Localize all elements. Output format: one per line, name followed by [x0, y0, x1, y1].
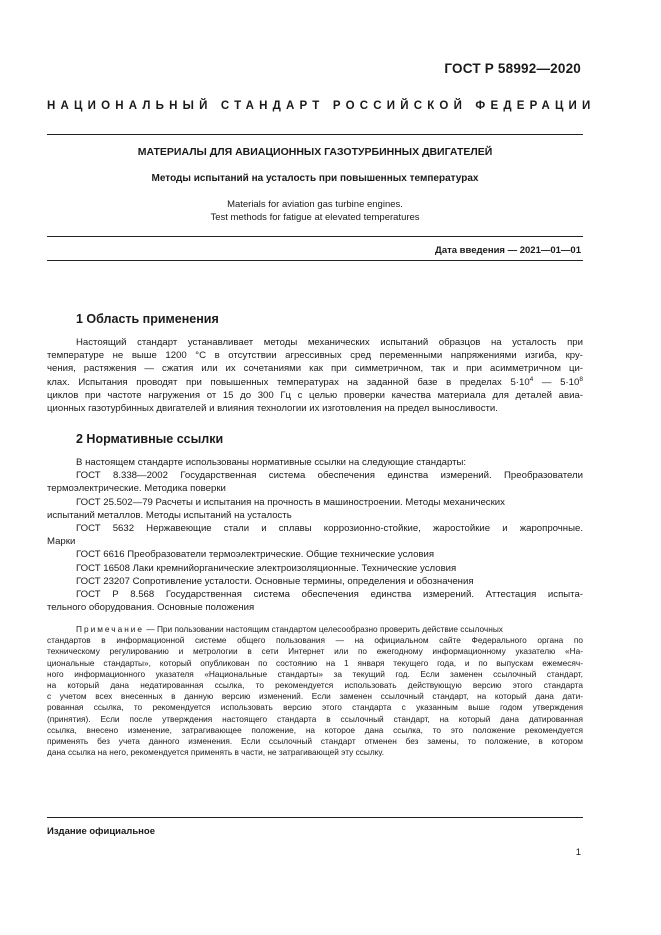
text-line: ционных газотурбинных двигателей и влияния технологии их изготовления на предел выносливости.: [47, 403, 498, 415]
edition-label: Издание официальное: [47, 826, 155, 837]
reference-line: ГОСТ 6616 Преобразователи термоэлектрические. Общие технические условия: [76, 549, 435, 561]
top-divider: [47, 134, 583, 135]
text-fragment: — При пользовании настоящим стандартом целесообразно проверить действие ссылочных: [144, 624, 503, 634]
reference-line: ГОСТ 5632 Нержавеющие стали и сплавы коррозионно-стойкие, жаростойкие и жаропрочные.: [76, 523, 583, 535]
note-line: (принятия). Если после утверждения настоящего стандарта в ссылочный стандарт, на который дана датированная: [47, 713, 583, 724]
title-divider: [47, 236, 583, 237]
note-line: с учетом всех внесенных в данную версию изменений. Если заменен ссылочный стандарт, на который дана дати-: [47, 691, 583, 702]
national-standard-heading: НАЦИОНАЛЬНЫЙ СТАНДАРТ РОССИЙСКОЙ ФЕДЕРАЦИИ: [47, 100, 596, 112]
exponent: 4: [529, 375, 534, 383]
text-line: Настоящий стандарт устанавливает методы механических испытаний образцов на усталость при: [76, 337, 583, 348]
note-line: дана ссылка на него, рекомендуется применять в части, не затрагивающей эту ссылку.: [47, 747, 385, 758]
note-line: циональные стандарты», который опубликован по состоянию на 1 января текущего года, и по выпускам ежемесяч-: [47, 657, 583, 668]
english-title-line: Test methods for fatigue at elevated temperatures: [210, 212, 420, 223]
note-line: рованная ссылка, то рекомендуется использовать версию этого стандарта с указанным выше годом утверждения: [47, 702, 583, 713]
document-code: ГОСТ Р 58992—2020: [444, 61, 581, 76]
section-1-heading: 1 Область применения: [76, 312, 219, 326]
exponent: 8: [579, 375, 583, 383]
footer-divider: [47, 817, 583, 818]
reference-line: ГОСТ Р 8.568 Государственная система обеспечения единства измерений. Аттестация испыта-: [76, 589, 583, 601]
page-number: 1: [575, 847, 581, 858]
note-line: техническому регулированию и метрологии в сети Интернет или по ежегодному информационному указателю «На-: [47, 646, 583, 657]
note-line: стандартов в информационной системе общего пользования — на официальном сайте Федерального органа по: [47, 635, 583, 646]
note-line: применять без учета данного изменения. Если ссылочный стандарт отменен без замены, то положение, в котором: [47, 736, 583, 747]
reference-line: ГОСТ 16508 Лаки кремнийорганические электроизоляционные. Технические условия: [76, 562, 457, 574]
date-divider: [47, 260, 583, 261]
document-title: МАТЕРИАЛЫ ДЛЯ АВИАЦИОННЫХ ГАЗОТУРБИННЫХ ДВИГАТЕЛЕЙ: [137, 146, 493, 158]
text-fragment: — 5·10: [533, 376, 580, 388]
section-1-body: [47, 336, 583, 415]
reference-line: испытаний металлов. Методы испытаний на усталость: [47, 509, 292, 521]
section-2-heading: 2 Нормативные ссылки: [76, 432, 224, 446]
reference-line: тельного оборудования. Основные положения: [47, 602, 255, 614]
reference-line: термоэлектрические. Методика поверки: [47, 483, 226, 495]
note-first-line: [47, 624, 583, 635]
reference-line: ГОСТ 8.338—2002 Государственная система обеспечения единства измерений. Преобразователи: [76, 470, 583, 482]
english-title-line: Materials for aviation gas turbine engines.: [227, 199, 403, 210]
text-line: температуре не выше 1200 °С в отсутствии агрессивных сред переменными напряжениями изгиба, кру-: [47, 350, 583, 362]
text-line: циклов при частоте нагружения от 15 до 300 Гц с целью проверки качества материала для деталей авиа-: [47, 389, 583, 401]
reference-line: Марки: [47, 536, 76, 548]
note-line: ссылка, внесено изменение, затрагивающее положение, на которое дана ссылка, то это положение рекомендуется: [47, 724, 583, 735]
reference-line: ГОСТ 25.502—79 Расчеты и испытания на прочность в машиностроении. Методы механических: [76, 496, 505, 508]
introduction-date: Дата введения — 2021—01—01: [435, 245, 581, 256]
text-line: чения, растяжения — сжатия или их сочетаниями как при симметричном, так и при асимметричном ци-: [47, 363, 583, 375]
text-line: [47, 376, 583, 389]
note-block: [47, 624, 583, 758]
reference-line: ГОСТ 23207 Сопротивление усталости. Основные термины, определения и обозначения: [76, 575, 474, 587]
note-label: Примечание: [76, 624, 145, 634]
text-fragment: клах. Испытания проводят при повышенных температурах на заданной базе в пределах 5·10: [47, 376, 530, 388]
english-title: [47, 198, 583, 224]
note-line: на который дана недатированная ссылка, то рекомендуется использовать действующую версию этого стандарта: [47, 680, 583, 691]
note-line: ного информационного указателя «Национальные стандарты» за текущий год. Если заменен ссылочный стандарт,: [47, 668, 583, 679]
section-2-body: [47, 456, 583, 614]
text-line: В настоящем стандарте использованы нормативные ссылки на следующие стандарты:: [76, 457, 467, 468]
document-subtitle: Методы испытаний на усталость при повышенных температурах: [151, 173, 479, 184]
